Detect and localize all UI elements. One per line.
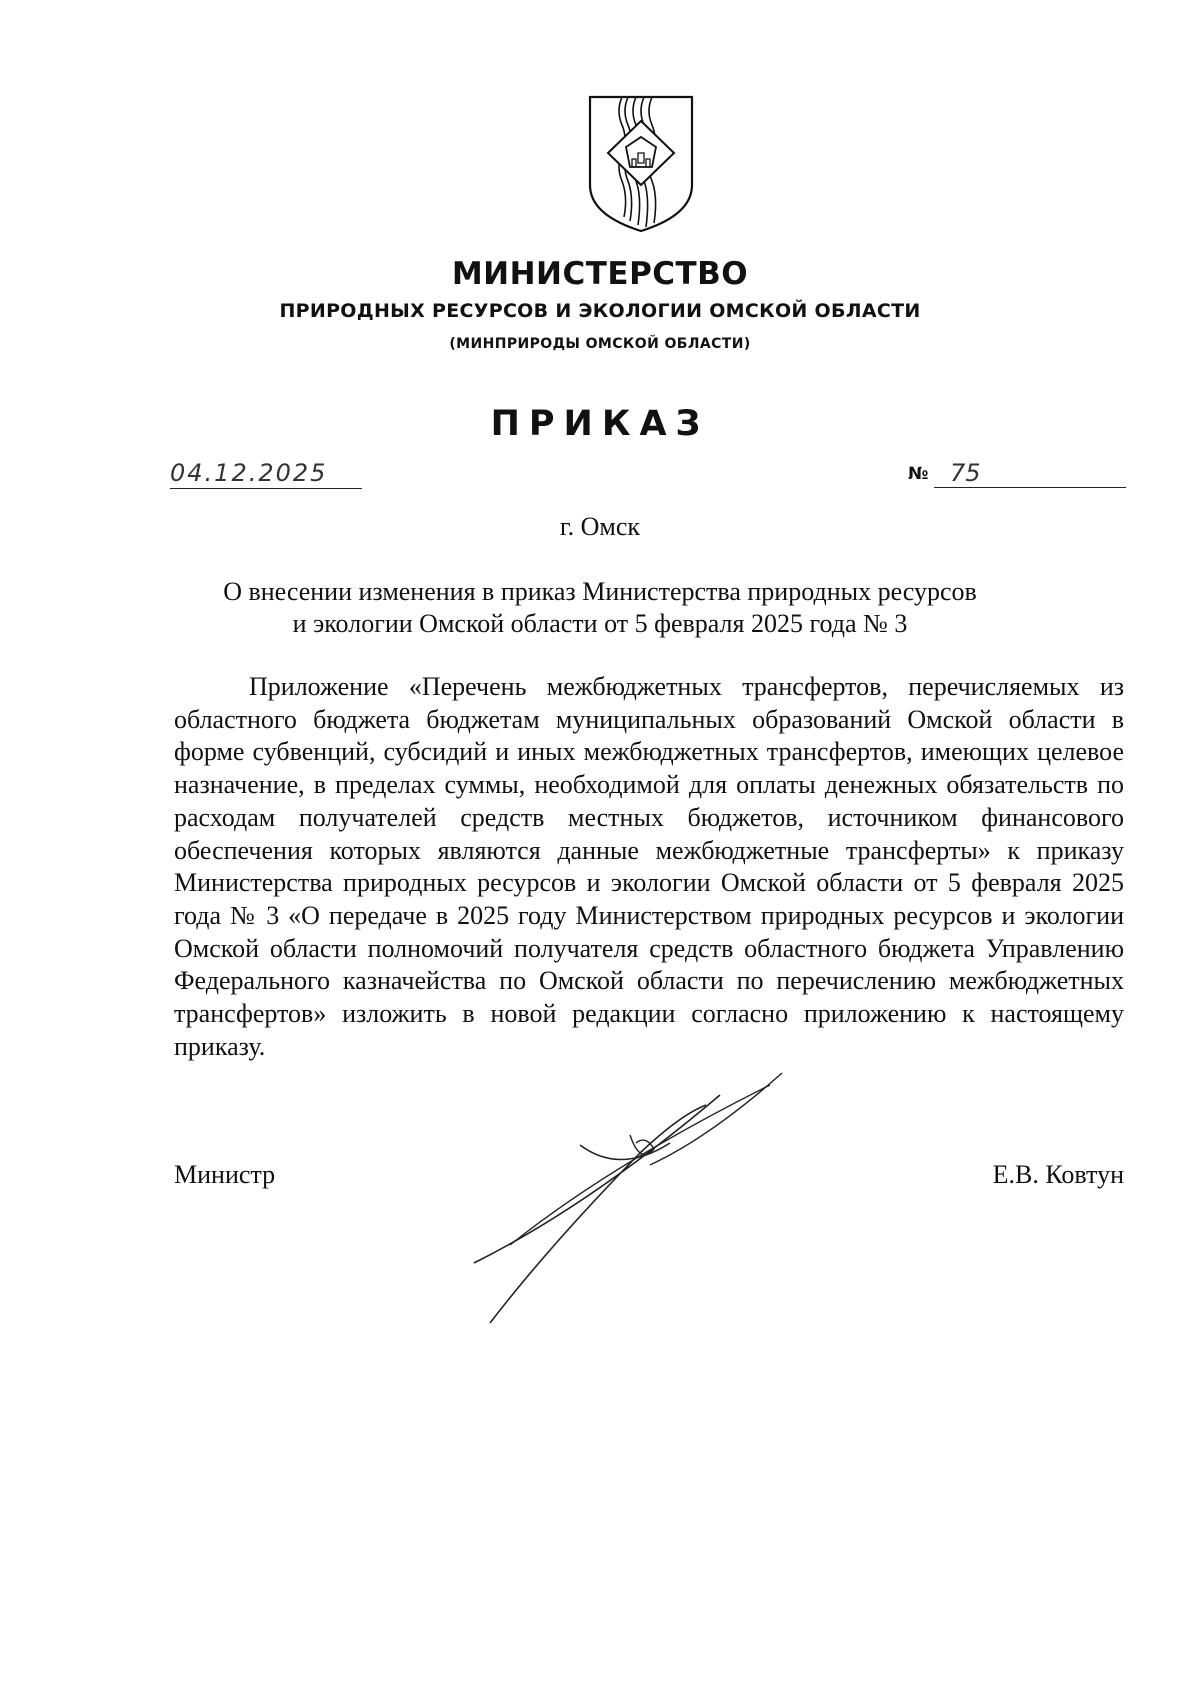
signer-name: Е.В. Ковтун: [992, 1160, 1124, 1189]
document-type: ПРИКАЗ: [490, 404, 710, 444]
ministry-full-name: ПРИРОДНЫХ РЕСУРСОВ И ЭКОЛОГИИ ОМСКОЙ ОБЛАСТИ: [279, 300, 921, 322]
document-number: 75: [934, 458, 1126, 488]
handwritten-signature: [470, 1065, 790, 1325]
document-subject: [0, 576, 1200, 640]
subject-line-1: О внесении изменения в приказ Министерства природных ресурсов: [223, 577, 977, 606]
signer-title: Министр: [174, 1160, 276, 1189]
ministry-short-name: (МИНПРИРОДЫ ОМСКОЙ ОБЛАСТИ): [449, 336, 751, 352]
document-number-label: №: [908, 464, 929, 484]
document-date: 04.12.2025: [170, 458, 362, 489]
ministry-title: МИНИСТЕРСТВО: [451, 256, 749, 292]
coat-of-arms-icon: [586, 93, 696, 233]
document-body: Приложение «Перечень межбюджетных трансфертов, перечисляемых из областного бюджета бюджетам муниципальных образований Омской области в форме субвенций, субсидий и иных межбюджетных трансфертов, имеющих целевое назначение, в пределах суммы, необходимой для оплаты денежных обязательств по расходам получателей средств местных бюджетов, источником финансового обеспечения которых являются данные межбюджетные трансферты» к приказу Министерства природных ресурсов и экологии Омской области от 5 февраля 2025 года № 3 «О передаче в 2025 году Министерством природных ресурсов и экологии Омской области полномочий получателя средств областного бюджета Управлению Федерального казначейства по Омской области по перечислению межбюджетных трансфертов» изложить в новой редакции согласно приложению к настоящему приказу.: [174, 672, 1124, 1061]
document-city: г. Омск: [559, 512, 641, 541]
subject-line-2: и экологии Омской области от 5 февраля 2025 года № 3: [292, 609, 908, 638]
